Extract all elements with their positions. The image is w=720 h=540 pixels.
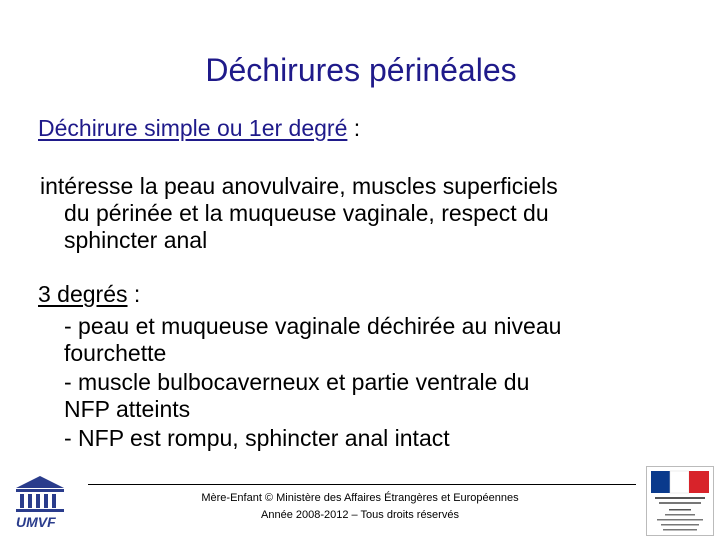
list-item — [64, 369, 704, 422]
list-item — [64, 313, 704, 366]
section1-heading-suffix: : — [347, 115, 361, 141]
section1-line2: du périnée et la muqueuse vaginale, respect du — [64, 200, 549, 226]
list-item — [64, 425, 704, 452]
ministry-logo — [646, 466, 714, 536]
section2-heading-underlined: 3 degrés — [38, 281, 128, 307]
umvf-building-icon — [10, 474, 70, 532]
list-item-line1: - muscle bulbocaverneux et partie ventrale du — [64, 369, 530, 395]
list-item-line1: - peau et muqueuse vaginale déchirée au niveau — [64, 313, 562, 339]
list-item-line1: - NFP est rompu, sphincter anal intact — [64, 425, 450, 451]
list-item-line2: fourchette — [64, 339, 167, 366]
umvf-logo-text: UMVF — [16, 514, 56, 530]
section2-list — [64, 313, 704, 455]
section1-text — [40, 173, 700, 254]
slide-title: Déchirures périnéales — [205, 52, 517, 88]
footer-divider — [88, 484, 636, 485]
section1-line1: intéresse la peau anovulvaire, muscles superficiels — [40, 173, 558, 199]
section2-heading-suffix: : — [127, 281, 141, 307]
section1-line3: sphincter anal — [64, 227, 208, 253]
umvf-logo — [10, 474, 70, 532]
footer-text — [150, 490, 570, 524]
footer-years: Année 2008-2012 – Tous droits réservés — [261, 509, 459, 521]
list-item-line2: NFP atteints — [64, 395, 191, 422]
section1-heading-link[interactable]: Déchirure simple ou 1er degré — [38, 115, 348, 141]
section1-heading — [38, 113, 360, 143]
footer-copyright: Mère-Enfant © Ministère des Affaires Étrangères et Européennes — [201, 492, 519, 504]
section2-heading — [38, 279, 140, 309]
french-flag-icon — [647, 467, 713, 535]
